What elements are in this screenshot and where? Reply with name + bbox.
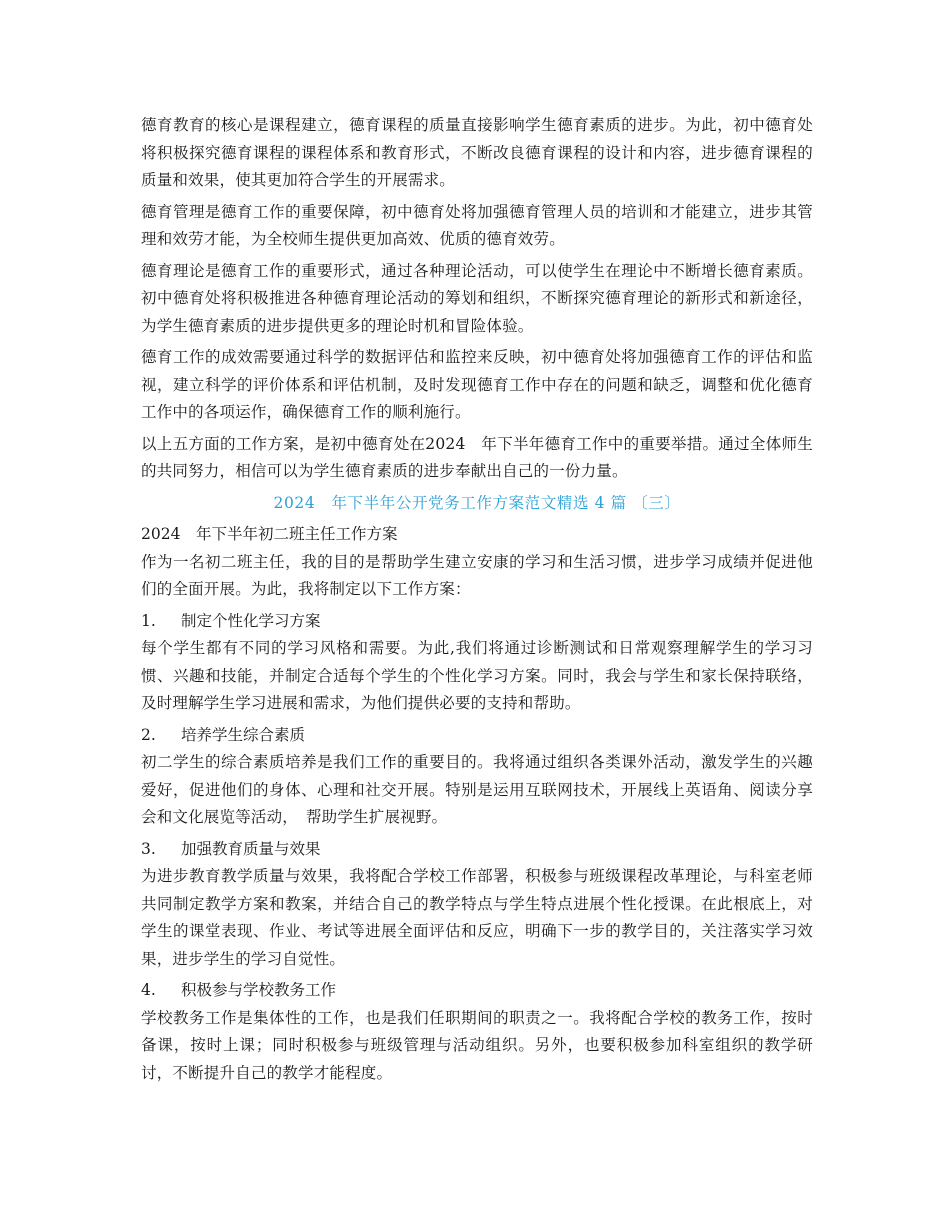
item-heading <box>141 836 813 864</box>
item-number: 3. <box>141 839 156 858</box>
item-number: 2. <box>141 725 156 744</box>
item-body: 初二学生的综合素质培养是我们工作的重要目的。我将通过组织各类课外活动，激发学生的兴趣爱好，促进他们的身体、心理和社交开展。特别是运用互联网技术，开展线上英语角、阅读分享会和文化展览等活动， 帮助学生扩展视野。 <box>141 753 813 826</box>
item-heading <box>141 608 813 636</box>
item-heading <box>141 977 813 1005</box>
item-title: 培养学生综合素质 <box>181 725 306 744</box>
item-title: 积极参与学校教务工作 <box>181 981 337 999</box>
item-number: 1. <box>141 611 156 630</box>
item-title: 加强教育质量与效果 <box>181 839 321 858</box>
item-number: 4. <box>141 981 156 999</box>
plan-intro: 作为一名初二班主任，我的目的是帮助学生建立安康的学习和生活习惯，进步学习成绩并促进他们的全面开展。为此，我将制定以下工作方案： <box>141 552 813 598</box>
intro-paragraph-5: 以上五方面的工作方案，是初中德育处在2024 年下半年德育工作中的重要举措。通过全体师生的共同努力，相信可以为学生德育素质的进步奉献出自己的一份力量。 <box>141 434 813 480</box>
item-body: 学校教务工作是集体性的工作，也是我们任职期间的职责之一。我将配合学校的教务工作，按时备课，按时上课；同时积极参与班级管理与活动组织。另外，也要积极参加科室组织的教学研讨，不断提升自己的教学才能程度。 <box>141 1008 813 1082</box>
intro-paragraph-1: 德育教育的核心是课程建立，德育课程的质量直接影响学生德育素质的进步。为此，初中德育处将积极探究德育课程的课程体系和教育形式，不断改良德育课程的设计和内容，进步德育课程的质量和效果，使其更加符合学生的开展需求。 <box>141 116 813 189</box>
plan-item-2 <box>141 722 813 832</box>
intro-paragraph-3: 德育理论是德育工作的重要形式，通过各种理论活动，可以使学生在理论中不断增长德育素质。初中德育处将积极推进各种德育理论活动的筹划和组织，不断探究德育理论的新形式和新途径，为学生德育素质的进步提供更多的理论时机和冒险体验。 <box>141 261 813 335</box>
intro-paragraph-4: 德育工作的成效需要通过科学的数据评估和监控来反映，初中德育处将加强德育工作的评估和监视，建立科学的评价体系和评估机制，及时发现德育工作中存在的问题和缺乏，调整和优化德育工作中的各项运作，确保德育工作的顺利施行。 <box>141 348 813 421</box>
document-page <box>141 112 813 1091</box>
intro-paragraph-2: 德育管理是德育工作的重要保障，初中德育处将加强德育管理人员的培训和才能建立，进步其管理和效劳才能，为全校师生提供更加高效、优质的德育效劳。 <box>141 202 813 248</box>
plan-item-3 <box>141 836 813 974</box>
plan-item-4 <box>141 977 813 1087</box>
item-title: 制定个性化学习方案 <box>181 611 321 630</box>
item-body: 为进步教育教学质量与效果，我将配合学校工作部署，积极参与班级课程改革理论，与科室老师共同制定教学方案和教案，并结合自己的教学特点与学生特点进展个性化授课。在此根底上，对学生的课堂表现、作业、考试等进展全面评估和反应，明确下一步的教学目的，关注落实学习效果，进步学生的学习自觉性。 <box>141 867 813 968</box>
item-body: 每个学生都有不同的学习风格和需要。为此,我们将通过诊断测试和日常观察理解学生的学习习惯、兴趣和技能，并制定合适每个学生的个性化学习方案。同时，我会与学生和家长保持联络，及时理解学生学习进展和需求，为他们提供必要的支持和帮助。 <box>141 639 813 712</box>
plan-title: 2024 年下半年初二班主任工作方案 <box>141 525 398 543</box>
item-heading <box>141 722 813 750</box>
plan-item-1 <box>141 608 813 718</box>
section-heading: 2024 年下半年公开党务工作方案范文精选 4 篇 〔三〕 <box>273 493 681 512</box>
